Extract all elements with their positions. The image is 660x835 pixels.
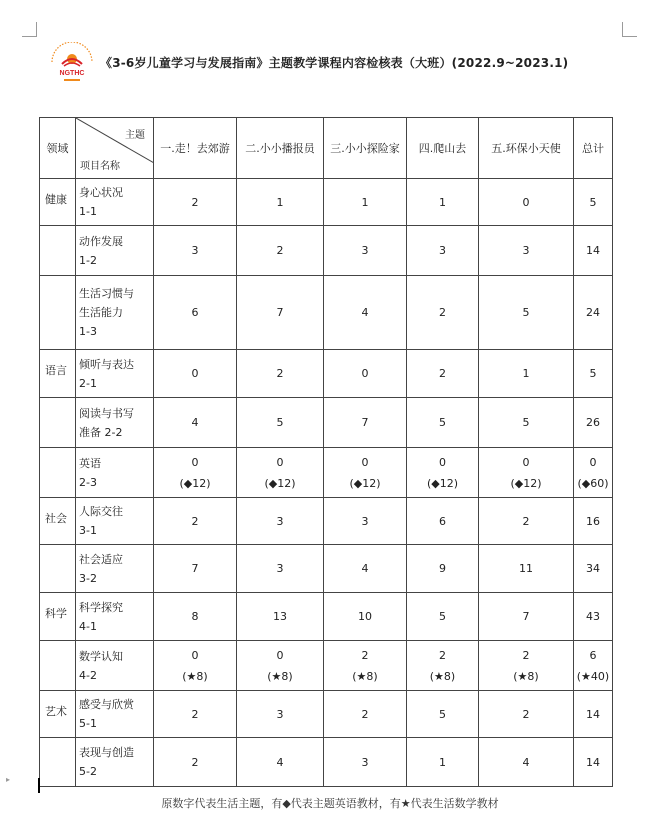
- material-count: (★8): [352, 669, 378, 683]
- text-cursor: [38, 778, 40, 793]
- value: 4: [361, 306, 369, 319]
- value: 16: [586, 514, 600, 528]
- value: 4: [361, 562, 369, 575]
- total-cell: [574, 448, 613, 498]
- value-cell: [479, 545, 574, 593]
- value-cell: [237, 276, 324, 350]
- value: 14: [586, 244, 600, 257]
- domain-cell: [40, 448, 76, 498]
- value: 5: [439, 416, 446, 429]
- item-line: 5-2: [79, 765, 97, 778]
- total-cell: [574, 593, 613, 641]
- item-name-label: 项目名称: [80, 161, 120, 172]
- table-row: [40, 448, 613, 498]
- item-cell: [76, 691, 154, 738]
- material-count: (◆12): [179, 476, 211, 490]
- value: 34: [586, 562, 600, 575]
- value: 13: [273, 610, 287, 623]
- value-cell: [324, 448, 407, 498]
- value: 1: [361, 195, 369, 209]
- value: 2: [191, 514, 199, 528]
- value-cell: [479, 179, 574, 226]
- value-cell: [479, 641, 574, 691]
- value-cell: [324, 545, 407, 593]
- total-cell: [574, 350, 613, 398]
- item-line: 4-2: [79, 668, 97, 682]
- value: 2: [522, 514, 530, 528]
- value: 3: [191, 244, 199, 257]
- value: 2: [439, 306, 446, 319]
- value-cell: [479, 738, 574, 787]
- value-cell: [407, 641, 479, 691]
- value-cell: [479, 226, 574, 276]
- value-cell: [479, 350, 574, 398]
- theme-label: 主题: [125, 130, 145, 141]
- theme-header: 二.小小播报员: [237, 118, 324, 179]
- value: 1: [522, 367, 530, 380]
- value-cell: [407, 350, 479, 398]
- value-cell: [237, 226, 324, 276]
- value: 24: [586, 306, 600, 319]
- item-line: 科学探究: [79, 600, 123, 614]
- value: 4: [522, 755, 530, 769]
- domain-header: 领域: [40, 118, 76, 179]
- value: 11: [519, 562, 533, 575]
- table-row: [40, 350, 613, 398]
- value: 8: [191, 610, 199, 623]
- value: 0: [276, 455, 284, 469]
- total-cell: [574, 545, 613, 593]
- value: 2: [191, 195, 199, 209]
- value: 14: [586, 755, 600, 769]
- item-line: 1-2: [79, 253, 97, 267]
- value: 10: [358, 610, 372, 623]
- value: 5: [522, 306, 530, 319]
- value: 3: [361, 755, 369, 769]
- material-count: (★8): [267, 669, 293, 683]
- value: 3: [276, 514, 284, 528]
- value-cell: [154, 448, 237, 498]
- value: 5: [439, 610, 446, 623]
- item-cell: [76, 545, 154, 593]
- item-cell: [76, 179, 154, 226]
- value: 43: [586, 610, 600, 623]
- value: 3: [522, 244, 530, 257]
- value: 2: [191, 707, 199, 721]
- value: 26: [586, 416, 600, 429]
- material-count: (★8): [513, 669, 539, 683]
- item-line: 动作发展: [79, 234, 123, 248]
- value-cell: [324, 498, 407, 545]
- value: 2: [439, 367, 446, 380]
- value-cell: [324, 398, 407, 448]
- value-cell: [479, 398, 574, 448]
- total-cell: [574, 226, 613, 276]
- material-count: (◆60): [577, 476, 609, 490]
- value: 1: [439, 195, 446, 209]
- domain-cell: 健康: [40, 179, 76, 226]
- item-line: 2-1: [79, 376, 97, 390]
- table-row: [40, 498, 613, 545]
- value: 9: [439, 562, 446, 575]
- margin-mark: ▸: [6, 775, 11, 784]
- table-row: [40, 641, 613, 691]
- footnote: 原数字代表生活主题，有◆代表主题英语教材，有★代表生活数学教材: [161, 797, 499, 810]
- item-line: 社会适应: [79, 552, 123, 566]
- table-row: [40, 226, 613, 276]
- value: 14: [586, 707, 600, 721]
- value-cell: [479, 276, 574, 350]
- page-corner-mark-top-left: [22, 22, 37, 37]
- item-line: 身心状况: [79, 186, 123, 199]
- logo-wordmark: NGTHC: [59, 70, 85, 77]
- value: 2: [276, 244, 284, 257]
- value-cell: [154, 593, 237, 641]
- total-cell: [574, 691, 613, 738]
- value-cell: [237, 545, 324, 593]
- domain-cell: [40, 276, 76, 350]
- item-line: 阅读与书写: [79, 406, 134, 420]
- value-cell: [154, 398, 237, 448]
- value-cell: [154, 738, 237, 787]
- theme-header: 四.爬山去: [407, 118, 479, 179]
- item-line: 生活习惯与: [79, 287, 134, 300]
- item-cell: [76, 738, 154, 787]
- theme-header: 三.小小探险家: [324, 118, 407, 179]
- item-cell: [76, 498, 154, 545]
- value-cell: [407, 545, 479, 593]
- value: 3: [276, 707, 284, 721]
- value: 7: [276, 306, 284, 319]
- value-cell: [407, 398, 479, 448]
- value-cell: [237, 691, 324, 738]
- value: 3: [276, 562, 284, 575]
- value: 0: [589, 455, 597, 469]
- domain-cell: [40, 398, 76, 448]
- value-cell: [237, 398, 324, 448]
- item-line: 2-3: [79, 475, 97, 489]
- theme-header: 一.走！去郊游: [154, 118, 237, 179]
- value: 2: [439, 648, 446, 662]
- item-cell: [76, 350, 154, 398]
- total-cell: [574, 179, 613, 226]
- material-count: (◆12): [510, 476, 542, 490]
- value-cell: [479, 448, 574, 498]
- value: 0: [522, 455, 530, 469]
- value-cell: [154, 691, 237, 738]
- value-cell: [154, 498, 237, 545]
- value-cell: [324, 641, 407, 691]
- value-cell: [237, 350, 324, 398]
- value-cell: [237, 641, 324, 691]
- material-count: (★8): [182, 669, 208, 683]
- value-cell: [324, 738, 407, 787]
- total-header: 总计: [574, 118, 613, 179]
- value-cell: [154, 179, 237, 226]
- material-count: (◆12): [349, 476, 381, 490]
- value-cell: [407, 179, 479, 226]
- domain-cell: [40, 641, 76, 691]
- value: 6: [589, 648, 597, 662]
- value: 0: [439, 455, 446, 469]
- value-cell: [407, 226, 479, 276]
- value: 4: [191, 416, 199, 429]
- domain-cell: 艺术: [40, 691, 76, 738]
- value-cell: [324, 226, 407, 276]
- value: 2: [276, 367, 284, 380]
- value-cell: [479, 498, 574, 545]
- value-cell: [324, 691, 407, 738]
- value: 2: [522, 648, 530, 662]
- domain-cell: 科学: [40, 593, 76, 641]
- item-line: 准备 2-2: [79, 425, 123, 439]
- item-line: 4-1: [79, 619, 97, 633]
- material-count: (◆12): [426, 476, 459, 490]
- item-line: 1-1: [79, 205, 97, 218]
- domain-cell: [40, 226, 76, 276]
- table-row: [40, 179, 613, 226]
- table-row: [40, 276, 613, 350]
- value: 3: [361, 244, 369, 257]
- domain-cell: [40, 545, 76, 593]
- value: 2: [191, 755, 199, 769]
- item-line: 3-1: [79, 524, 97, 537]
- domain-cell: 社会: [40, 498, 76, 545]
- item-line: 感受与欣赏: [79, 698, 134, 711]
- item-line: 人际交往: [79, 505, 123, 518]
- value: 7: [522, 610, 530, 623]
- material-count: (★40): [576, 669, 610, 683]
- value-cell: [154, 226, 237, 276]
- table-row: [40, 593, 613, 641]
- item-line: 表现与创造: [79, 746, 134, 759]
- value-cell: [154, 350, 237, 398]
- domain-cell: 语言: [40, 350, 76, 398]
- total-cell: [574, 641, 613, 691]
- value-cell: [237, 738, 324, 787]
- school-logo: [46, 42, 98, 86]
- value-cell: [237, 498, 324, 545]
- value-cell: [154, 276, 237, 350]
- value-cell: [407, 738, 479, 787]
- table-row: [40, 738, 613, 787]
- value: 1: [439, 755, 446, 769]
- value-cell: [237, 448, 324, 498]
- value: 0: [191, 367, 199, 380]
- value: 6: [191, 306, 199, 319]
- value: 5: [522, 416, 530, 429]
- item-cell: [76, 226, 154, 276]
- page-corner-mark-top-right: [622, 22, 637, 37]
- header-row: [40, 118, 613, 179]
- value-cell: [407, 448, 479, 498]
- value: 2: [522, 707, 530, 721]
- item-line: 倾听与表达: [79, 357, 134, 371]
- item-cell: [76, 398, 154, 448]
- value: 1: [276, 195, 284, 209]
- item-line: 1-3: [79, 325, 97, 338]
- value: 4: [276, 755, 284, 769]
- material-count: (★8): [429, 669, 456, 683]
- item-line: 3-2: [79, 571, 97, 585]
- value: 6: [439, 514, 446, 528]
- value: 5: [276, 416, 284, 429]
- value-cell: [407, 276, 479, 350]
- item-line: 英语: [79, 456, 101, 470]
- value-cell: [237, 179, 324, 226]
- value: 0: [191, 648, 199, 662]
- value: 0: [191, 455, 199, 469]
- value-cell: [237, 593, 324, 641]
- checklist-table: [39, 117, 613, 787]
- item-cell: [76, 448, 154, 498]
- value-cell: [154, 545, 237, 593]
- value: 3: [361, 514, 369, 528]
- value-cell: [479, 593, 574, 641]
- value-cell: [479, 691, 574, 738]
- value-cell: [407, 691, 479, 738]
- value: 2: [361, 648, 369, 662]
- diagonal-header-cell: [76, 118, 154, 179]
- item-cell: [76, 593, 154, 641]
- value: 5: [589, 367, 597, 380]
- value-cell: [324, 179, 407, 226]
- item-cell: [76, 276, 154, 350]
- value: 5: [439, 707, 446, 721]
- item-line: 生活能力: [79, 306, 123, 319]
- value-cell: [324, 350, 407, 398]
- value: 7: [361, 416, 369, 429]
- item-line: 5-1: [79, 717, 97, 730]
- table-row: [40, 398, 613, 448]
- page-title: 《3-6岁儿童学习与发展指南》主题教学课程内容检核表（大班）(2022.9~2023.1): [100, 56, 569, 70]
- item-cell: [76, 641, 154, 691]
- total-cell: [574, 276, 613, 350]
- item-line: 数学认知: [79, 649, 123, 663]
- material-count: (◆12): [264, 476, 296, 490]
- value: 3: [439, 244, 446, 257]
- value-cell: [407, 593, 479, 641]
- total-cell: [574, 398, 613, 448]
- value: 0: [522, 195, 530, 209]
- table-row: [40, 545, 613, 593]
- value: 0: [276, 648, 284, 662]
- theme-header: 五.环保小天使: [479, 118, 574, 179]
- value: 5: [589, 195, 597, 209]
- value: 7: [191, 562, 199, 575]
- value-cell: [154, 641, 237, 691]
- value: 0: [361, 455, 369, 469]
- value: 0: [361, 367, 369, 380]
- total-cell: [574, 738, 613, 787]
- domain-cell: [40, 738, 76, 787]
- total-cell: [574, 498, 613, 545]
- value: 2: [361, 707, 369, 721]
- value-cell: [324, 593, 407, 641]
- value-cell: [407, 498, 479, 545]
- value-cell: [324, 276, 407, 350]
- table-row: [40, 691, 613, 738]
